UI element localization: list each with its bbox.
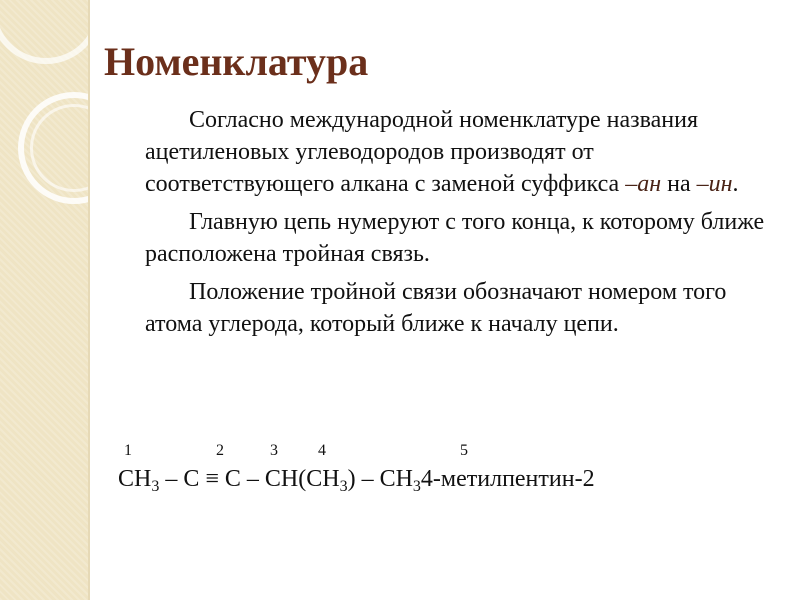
decorative-ring xyxy=(0,0,102,64)
slide-title: Номенклатура xyxy=(104,39,369,84)
formula-subscript: 3 xyxy=(339,478,348,495)
decorative-side-panel xyxy=(0,0,88,600)
carbon-number: 4 xyxy=(318,442,326,459)
formula-part: ) – CH xyxy=(347,466,413,492)
structural-formula xyxy=(118,466,595,496)
decorative-ring xyxy=(30,104,118,192)
suffix-an: –ан xyxy=(625,171,662,197)
chemical-formula-block xyxy=(118,442,595,496)
formula-subscript: 3 xyxy=(151,478,160,495)
formula-subscript: 3 xyxy=(412,478,421,495)
paragraph-text: . xyxy=(732,171,739,197)
carbon-number: 1 xyxy=(124,442,132,459)
paragraph-position-rule: Положение тройной связи обозначают номером того атома углерода, который ближе к началу цепи. xyxy=(145,279,727,337)
carbon-numbering xyxy=(118,442,595,462)
suffix-in: –ин xyxy=(696,171,733,197)
formula-part: CH xyxy=(118,466,152,492)
paragraph-naming-rule xyxy=(145,104,785,200)
carbon-number: 2 xyxy=(216,442,224,459)
paragraph-text: Согласно международной номенклатуре названия ацетиленовых углеводородов производят от соответствующего алкана с заменой суффикса xyxy=(145,107,699,197)
side-panel-edge xyxy=(88,0,90,600)
slide-body xyxy=(145,104,785,346)
formula-part: – C ≡ C – CH(CH xyxy=(159,466,340,492)
paragraph-text: на xyxy=(661,171,697,197)
compound-name: 4-метилпентин-2 xyxy=(420,466,595,492)
carbon-number: 3 xyxy=(270,442,278,459)
carbon-number: 5 xyxy=(460,442,468,459)
paragraph-numbering-rule: Главную цепь нумеруют с того конца, к которому ближе расположена тройная связь. xyxy=(145,209,765,267)
